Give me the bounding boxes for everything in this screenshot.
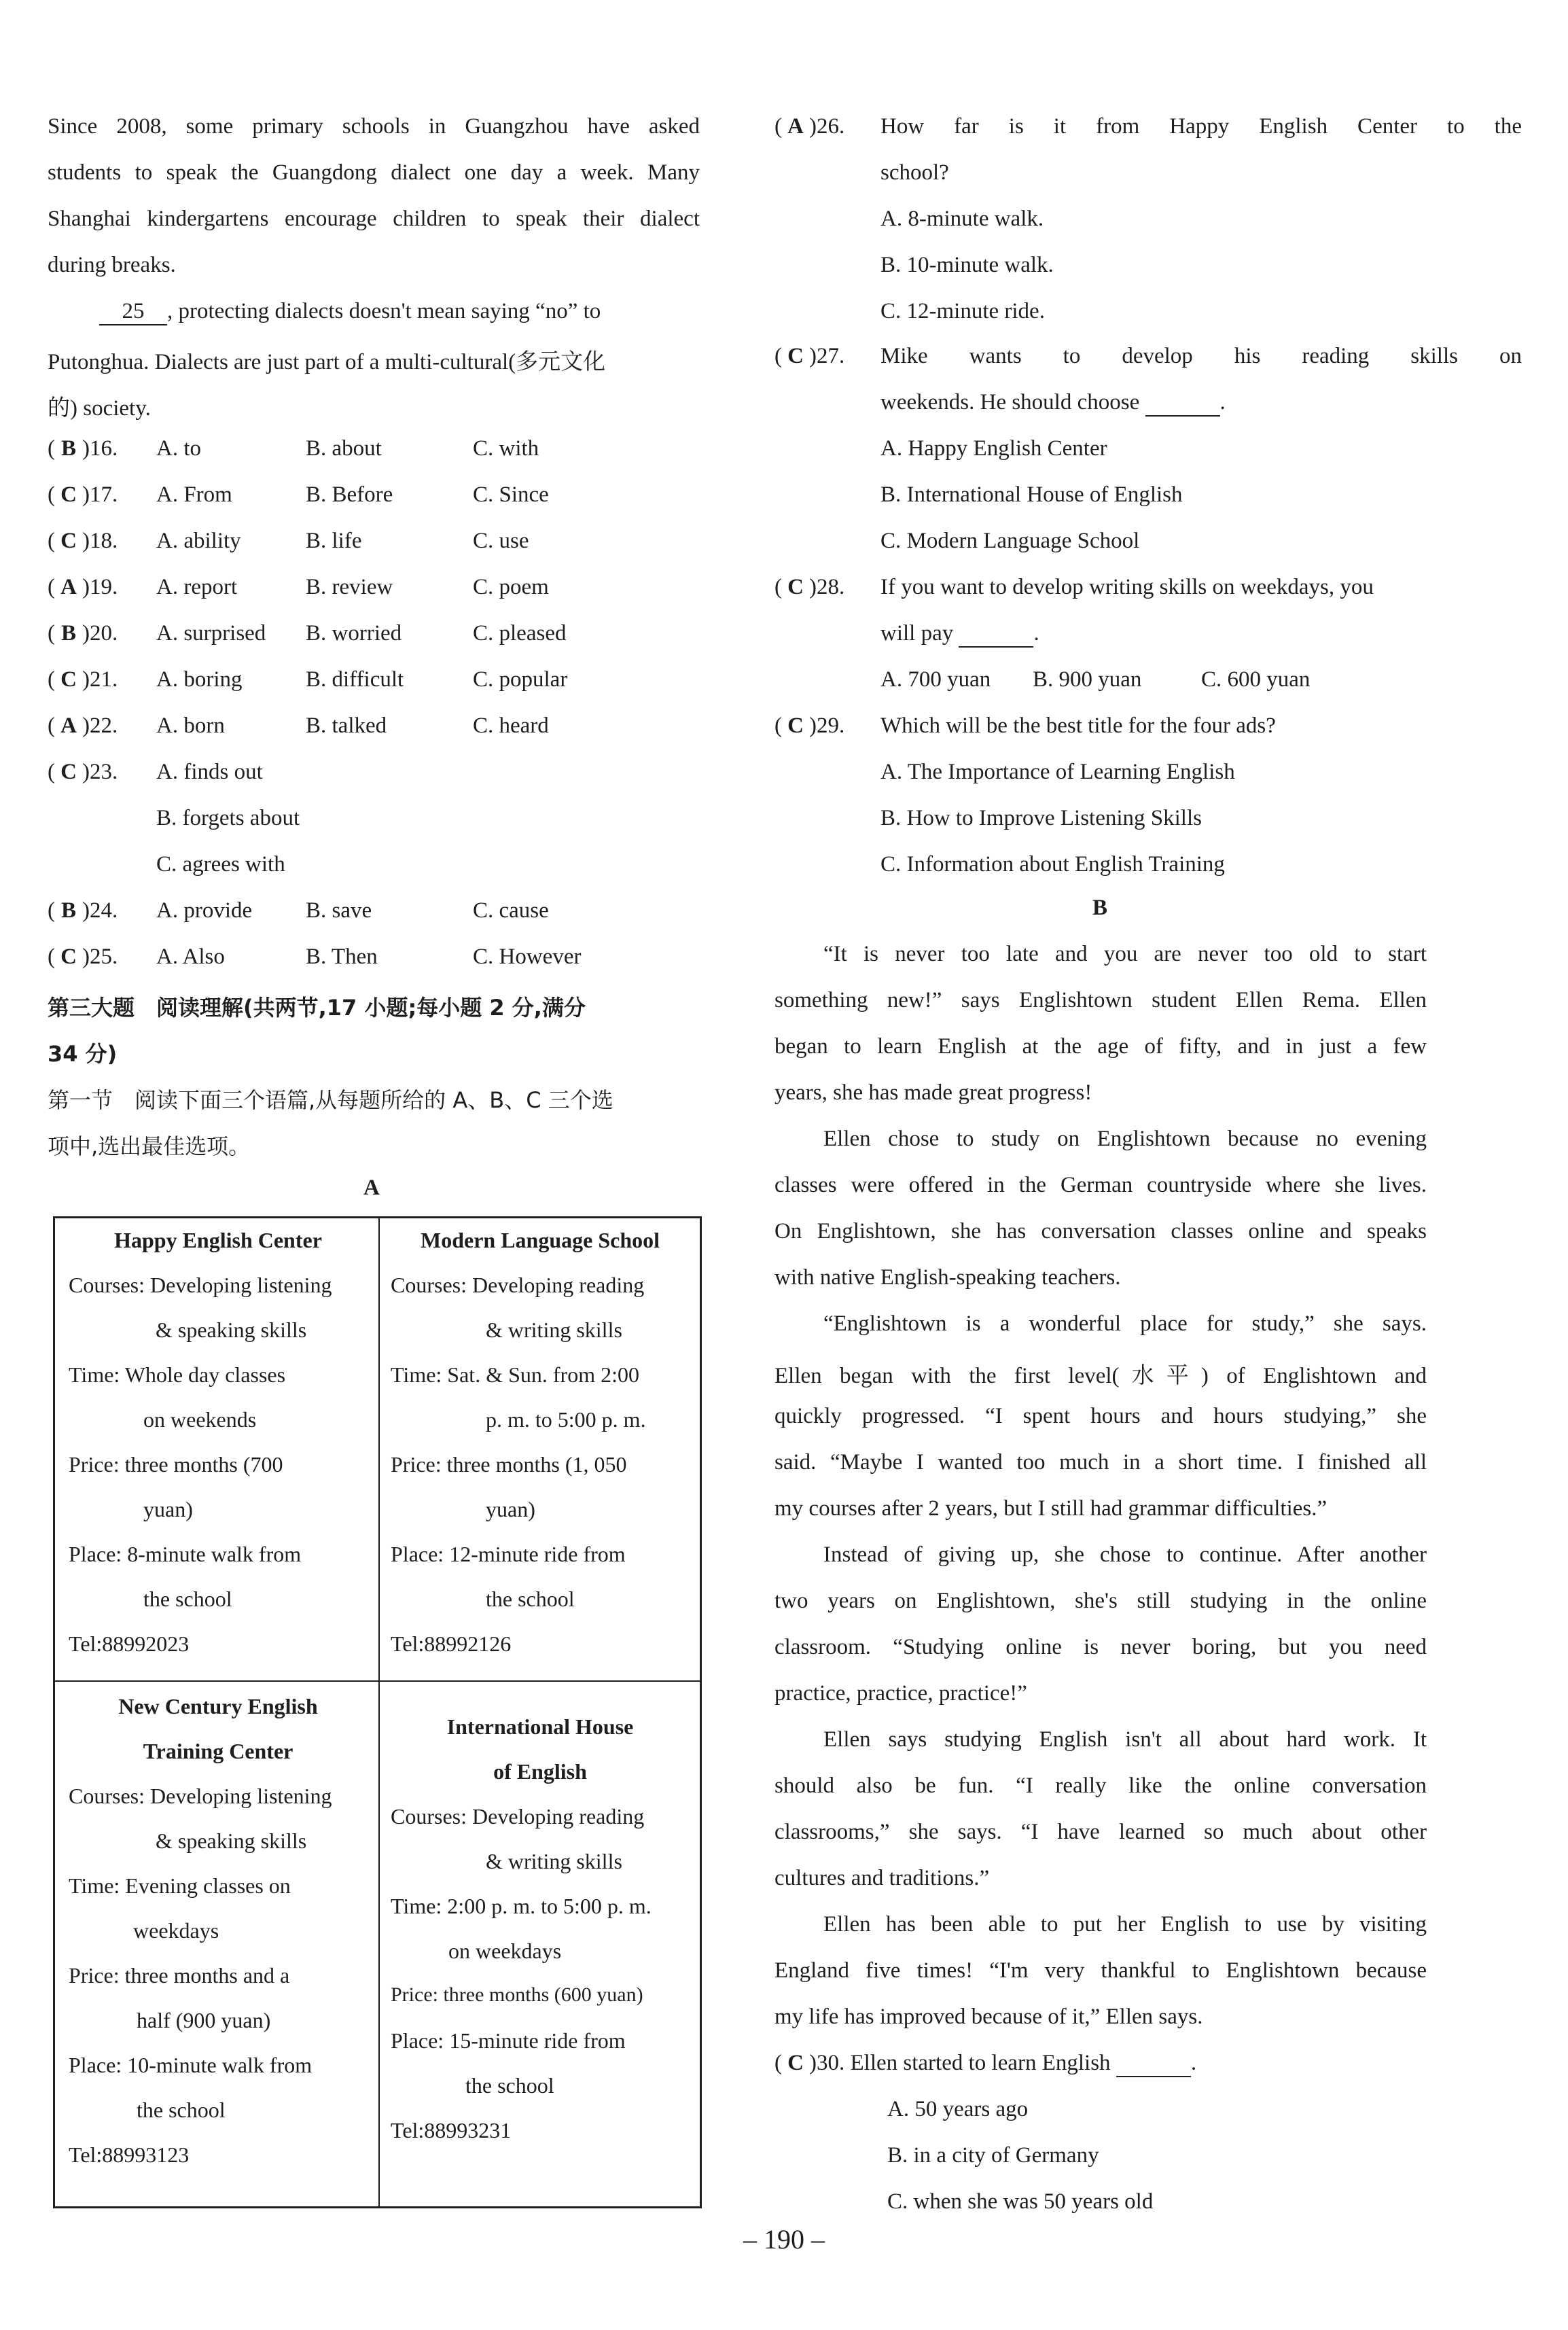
ad-title-2: of English [493, 1759, 587, 1784]
ad-line: Price: three months (600 yuan) [391, 1983, 643, 2006]
ad-line: Courses: Developing reading [391, 1273, 645, 1297]
answer-blank [1145, 390, 1220, 417]
question-30-option-a: A. 50 years ago [887, 2097, 1029, 2121]
answer: A [60, 575, 77, 599]
ad-line: half (900 yuan) [137, 2008, 271, 2032]
option-b: B. Before [306, 482, 393, 507]
ad-line: yuan) [486, 1497, 535, 1521]
option-c: C. with [473, 436, 539, 461]
answer: B [60, 436, 76, 461]
question-26-stem: How far is it from Happy English Center to the [880, 114, 1522, 139]
question-number: )17. [82, 482, 118, 507]
passage-b-line: Ellen says studying English isn't all about hard work. It [823, 1727, 1427, 1752]
ad-line: Place: 15-minute ride from [391, 2028, 626, 2053]
option-a: A. provide [156, 898, 253, 923]
question-28-option-c: C. 600 yuan [1201, 667, 1311, 692]
option-a: A. Also [156, 945, 225, 969]
ad-line: Time: Sat. & Sun. from 2:00 [391, 1362, 639, 1387]
question-29-option-b: B. How to Improve Listening Skills [880, 806, 1202, 830]
answer-blank [959, 621, 1033, 648]
ad-line: Place: 8-minute walk from [69, 1542, 302, 1566]
option-c: C. popular [473, 667, 568, 692]
ad-line: on weekends [143, 1407, 257, 1432]
question-30: ( C )30. Ellen started to learn English . [774, 2051, 1196, 2077]
question-27: ( C )27. [774, 344, 845, 368]
section-3-heading-2: 34 分) [48, 1041, 118, 1067]
question-30-option-c: C. when she was 50 years old [887, 2189, 1154, 2214]
option-a: A. boring [156, 667, 243, 692]
option-c: C. use [473, 529, 529, 553]
ad-line: Courses: Developing listening [69, 1273, 332, 1297]
ad-line: Tel:88992023 [69, 1631, 190, 1656]
question-23-option-c: C. agrees with [156, 852, 285, 877]
passage-b-line: practice, practice, practice!” [774, 1681, 1027, 1706]
answer-blank [1116, 2051, 1191, 2077]
question-26: ( A )26. [774, 114, 845, 139]
ad-line: Price: three months and a [69, 1963, 290, 1988]
option-b: B. about [306, 436, 382, 461]
passage-b-line: Ellen chose to study on Englishtown because no evening [823, 1127, 1427, 1151]
cloze-line-4: during breaks. [48, 253, 176, 277]
question-29-stem: Which will be the best title for the four ads? [880, 713, 1276, 738]
question-21: ( C )21. A. boring B. difficult C. popular [48, 667, 568, 692]
passage-b-line: two years on Englishtown, she's still studying in the online [774, 1589, 1427, 1613]
passage-b-line: said. “Maybe I wanted too much in a short time. I finished all [774, 1450, 1427, 1475]
passage-b-label: B [1092, 896, 1108, 920]
ad-line: & writing skills [486, 1318, 622, 1342]
ad-line: p. m. to 5:00 p. m. [486, 1407, 646, 1432]
ad-line: Place: 10-minute walk from [69, 2053, 313, 2077]
table-horizontal-divider [55, 1680, 700, 1682]
question-27-stem: Mike wants to develop his reading skills on [880, 344, 1522, 368]
answer: C [60, 482, 77, 507]
ad-line: on weekdays [448, 1939, 562, 1963]
question-number: )23. [82, 760, 118, 784]
option-b: B. life [306, 529, 362, 553]
ad-line: Tel:88993123 [69, 2142, 190, 2167]
question-27-stem-2: weekends. He should choose [880, 390, 1140, 414]
question-number: )30. [809, 2051, 845, 2075]
option-c: C. heard [473, 713, 549, 738]
passage-b-line: classroom. “Studying online is never boring, but you need [774, 1635, 1427, 1659]
answer: C [60, 667, 77, 692]
question-number: )27. [809, 344, 845, 368]
question-26-option-c: C. 12-minute ride. [880, 299, 1045, 323]
question-26-stem-2: school? [880, 160, 949, 185]
ad-line: the school [143, 1587, 232, 1611]
ads-table [53, 1216, 702, 2208]
passage-b-line: something new!” says Englishtown student Ellen Rema. Ellen [774, 988, 1427, 1012]
passage-b-line: years, she has made great progress! [774, 1080, 1092, 1105]
ad-line: Courses: Developing listening [69, 1784, 332, 1808]
part-1-instruction-2: 项中,选出最佳选项。 [48, 1133, 251, 1159]
passage-b-line: with native English-speaking teachers. [774, 1265, 1121, 1290]
question-number: )25. [82, 945, 118, 969]
passage-b-line: Ellen has been able to put her English to use by visiting [823, 1912, 1427, 1937]
ad-line: the school [486, 1587, 575, 1611]
ad-title: International House [446, 1714, 634, 1739]
cloze-line-6: Putonghua. Dialects are just part of a multi-cultural(多元文化 [48, 350, 606, 374]
question-number: )20. [82, 621, 118, 646]
answer: C [787, 575, 804, 599]
option-c: C. However [473, 945, 582, 969]
passage-b-line: quickly progressed. “I spent hours and hours studying,” she [774, 1404, 1427, 1428]
question-number: )16. [82, 436, 118, 461]
question-30-stem: Ellen started to learn English [850, 2051, 1111, 2075]
ad-line: Tel:88993231 [391, 2118, 512, 2142]
ad-line: Time: Evening classes on [69, 1873, 291, 1898]
answer: A [787, 114, 804, 139]
question-number: )19. [82, 575, 118, 599]
ad-title: New Century English [118, 1694, 318, 1718]
question-27-option-c: C. Modern Language School [880, 529, 1140, 553]
question-number: )28. [809, 575, 845, 599]
option-b: B. talked [306, 713, 387, 738]
passage-b-line: England five times! “I'm very thankful to Englishtown because [774, 1958, 1427, 1983]
question-27-option-a: A. Happy English Center [880, 436, 1107, 461]
ad-title-2: Training Center [143, 1739, 293, 1763]
option-a: A. surprised [156, 621, 266, 646]
answer: C [60, 529, 77, 553]
ad-line: the school [465, 2073, 554, 2098]
question-28-option-a: A. 700 yuan [880, 667, 991, 692]
passage-b-line: my courses after 2 years, but I still had grammar difficulties.” [774, 1496, 1328, 1521]
question-28-stem-2-row: will pay . [880, 621, 1039, 648]
question-24: ( B )24. A. provide B. save C. cause [48, 898, 549, 923]
option-b: B. review [306, 575, 393, 599]
question-30-option-b: B. in a city of Germany [887, 2143, 1099, 2168]
option-c: C. pleased [473, 621, 567, 646]
question-number: )24. [82, 898, 118, 923]
option-a: A. to [156, 436, 201, 461]
section-3-heading: 第三大题 阅读理解(共两节,17 小题;每小题 2 分,满分 [48, 995, 586, 1021]
question-number: )26. [809, 114, 845, 139]
question-23-option-b: B. forgets about [156, 806, 300, 830]
passage-b-line: “Englishtown is a wonderful place for study,” she says. [823, 1311, 1427, 1336]
option-a: A. finds out [156, 760, 263, 784]
passage-b-line: cultures and traditions.” [774, 1866, 990, 1890]
ad-line: Place: 12-minute ride from [391, 1542, 626, 1566]
question-number: )18. [82, 529, 118, 553]
part-1-instruction: 第一节 阅读下面三个语篇,从每题所给的 A、B、C 三个选 [48, 1087, 613, 1113]
question-23: ( C )23. A. finds out [48, 760, 263, 784]
question-28-stem-2: will pay [880, 621, 954, 646]
question-number: )22. [82, 713, 118, 738]
ad-line: yuan) [143, 1497, 193, 1521]
question-25: ( C )25. A. Also B. Then C. However [48, 945, 582, 969]
option-a: A. report [156, 575, 238, 599]
question-26-option-a: A. 8-minute walk. [880, 207, 1044, 231]
question-number: )29. [809, 713, 845, 738]
passage-b-line: began to learn English at the age of fifty, and in just a few [774, 1034, 1427, 1059]
option-a: A. From [156, 482, 232, 507]
cloze-line-1: Since 2008, some primary schools in Guangzhou have asked [48, 114, 700, 139]
answer: C [787, 713, 804, 738]
cloze-line-5-text: , protecting dialects doesn't mean saying “no” to [167, 299, 601, 323]
cloze-line-3: Shanghai kindergartens encourage children to speak their dialect [48, 207, 700, 231]
ad-line: the school [137, 2098, 226, 2122]
question-19: ( A )19. A. report B. review C. poem [48, 575, 549, 599]
passage-b-line: my life has improved because of it,” Ellen says. [774, 2005, 1203, 2029]
ad-line: Courses: Developing reading [391, 1804, 645, 1829]
option-a: A. ability [156, 529, 241, 553]
ad-line: & writing skills [486, 1849, 622, 1873]
answer: A [60, 713, 77, 738]
question-number: )21. [82, 667, 118, 692]
ad-line: weekdays [133, 1918, 219, 1943]
option-a: A. born [156, 713, 225, 738]
question-26-option-b: B. 10-minute walk. [880, 253, 1054, 277]
ad-line: Price: three months (1, 050 [391, 1452, 627, 1477]
option-b: B. worried [306, 621, 402, 646]
question-29: ( C )29. [774, 713, 845, 738]
option-b: B. Then [306, 945, 378, 969]
answer: C [60, 760, 77, 784]
answer: C [60, 945, 77, 969]
question-29-option-a: A. The Importance of Learning English [880, 760, 1235, 784]
passage-b-line: On Englishtown, she has conversation classes online and speaks [774, 1219, 1427, 1243]
ad-line: & speaking skills [156, 1318, 307, 1342]
question-18: ( C )18. A. ability B. life C. use [48, 529, 529, 553]
passage-b-line: should also be fun. “I really like the online conversation [774, 1773, 1427, 1798]
page-number: – 190 – [743, 2224, 825, 2255]
cloze-line-5 [99, 299, 601, 325]
ad-title: Modern Language School [420, 1228, 660, 1252]
blank-25: 25 [99, 299, 167, 325]
cloze-line-2: students to speak the Guangdong dialect one day a week. Many [48, 160, 700, 185]
question-28-stem: If you want to develop writing skills on weekdays, you [880, 575, 1374, 599]
question-27-stem-2-row: weekends. He should choose . [880, 390, 1226, 417]
table-vertical-divider [378, 1218, 380, 2206]
option-c: C. cause [473, 898, 549, 923]
passage-b-line: Ellen began with the first level(水平) of Englishtown and [774, 1364, 1427, 1388]
answer: C [787, 2051, 804, 2075]
question-27-option-b: B. International House of English [880, 482, 1183, 507]
question-29-option-c: C. Information about English Training [880, 852, 1225, 877]
ad-line: & speaking skills [156, 1829, 307, 1853]
option-c: C. poem [473, 575, 549, 599]
option-c: C. Since [473, 482, 549, 507]
ad-line: Time: Whole day classes [69, 1362, 286, 1387]
ad-title: Happy English Center [114, 1228, 322, 1252]
passage-b-line: Instead of giving up, she chose to continue. After another [823, 1542, 1427, 1567]
option-b: B. difficult [306, 667, 404, 692]
answer: C [787, 344, 804, 368]
passage-a-label: A [363, 1176, 380, 1200]
question-17: ( C )17. A. From B. Before C. Since [48, 482, 549, 507]
passage-b-line: classrooms,” she says. “I have learned so much about other [774, 1820, 1427, 1844]
ad-line: Time: 2:00 p. m. to 5:00 p. m. [391, 1894, 652, 1918]
ad-line: Price: three months (700 [69, 1452, 283, 1477]
passage-b-line: classes were offered in the German countryside where she lives. [774, 1173, 1427, 1197]
ad-line: Tel:88992126 [391, 1631, 512, 1656]
cloze-line-7: 的) society. [48, 396, 151, 421]
question-28-option-b: B. 900 yuan [1033, 667, 1142, 692]
question-20: ( B )20. A. surprised B. worried C. pleased [48, 621, 567, 646]
answer: B [60, 898, 76, 923]
option-b: B. save [306, 898, 372, 923]
passage-b-line: “It is never too late and you are never too old to start [823, 942, 1427, 966]
answer: B [60, 621, 76, 646]
question-22: ( A )22. A. born B. talked C. heard [48, 713, 549, 738]
question-16: ( B )16. A. to B. about C. with [48, 436, 539, 461]
question-28: ( C )28. [774, 575, 845, 599]
